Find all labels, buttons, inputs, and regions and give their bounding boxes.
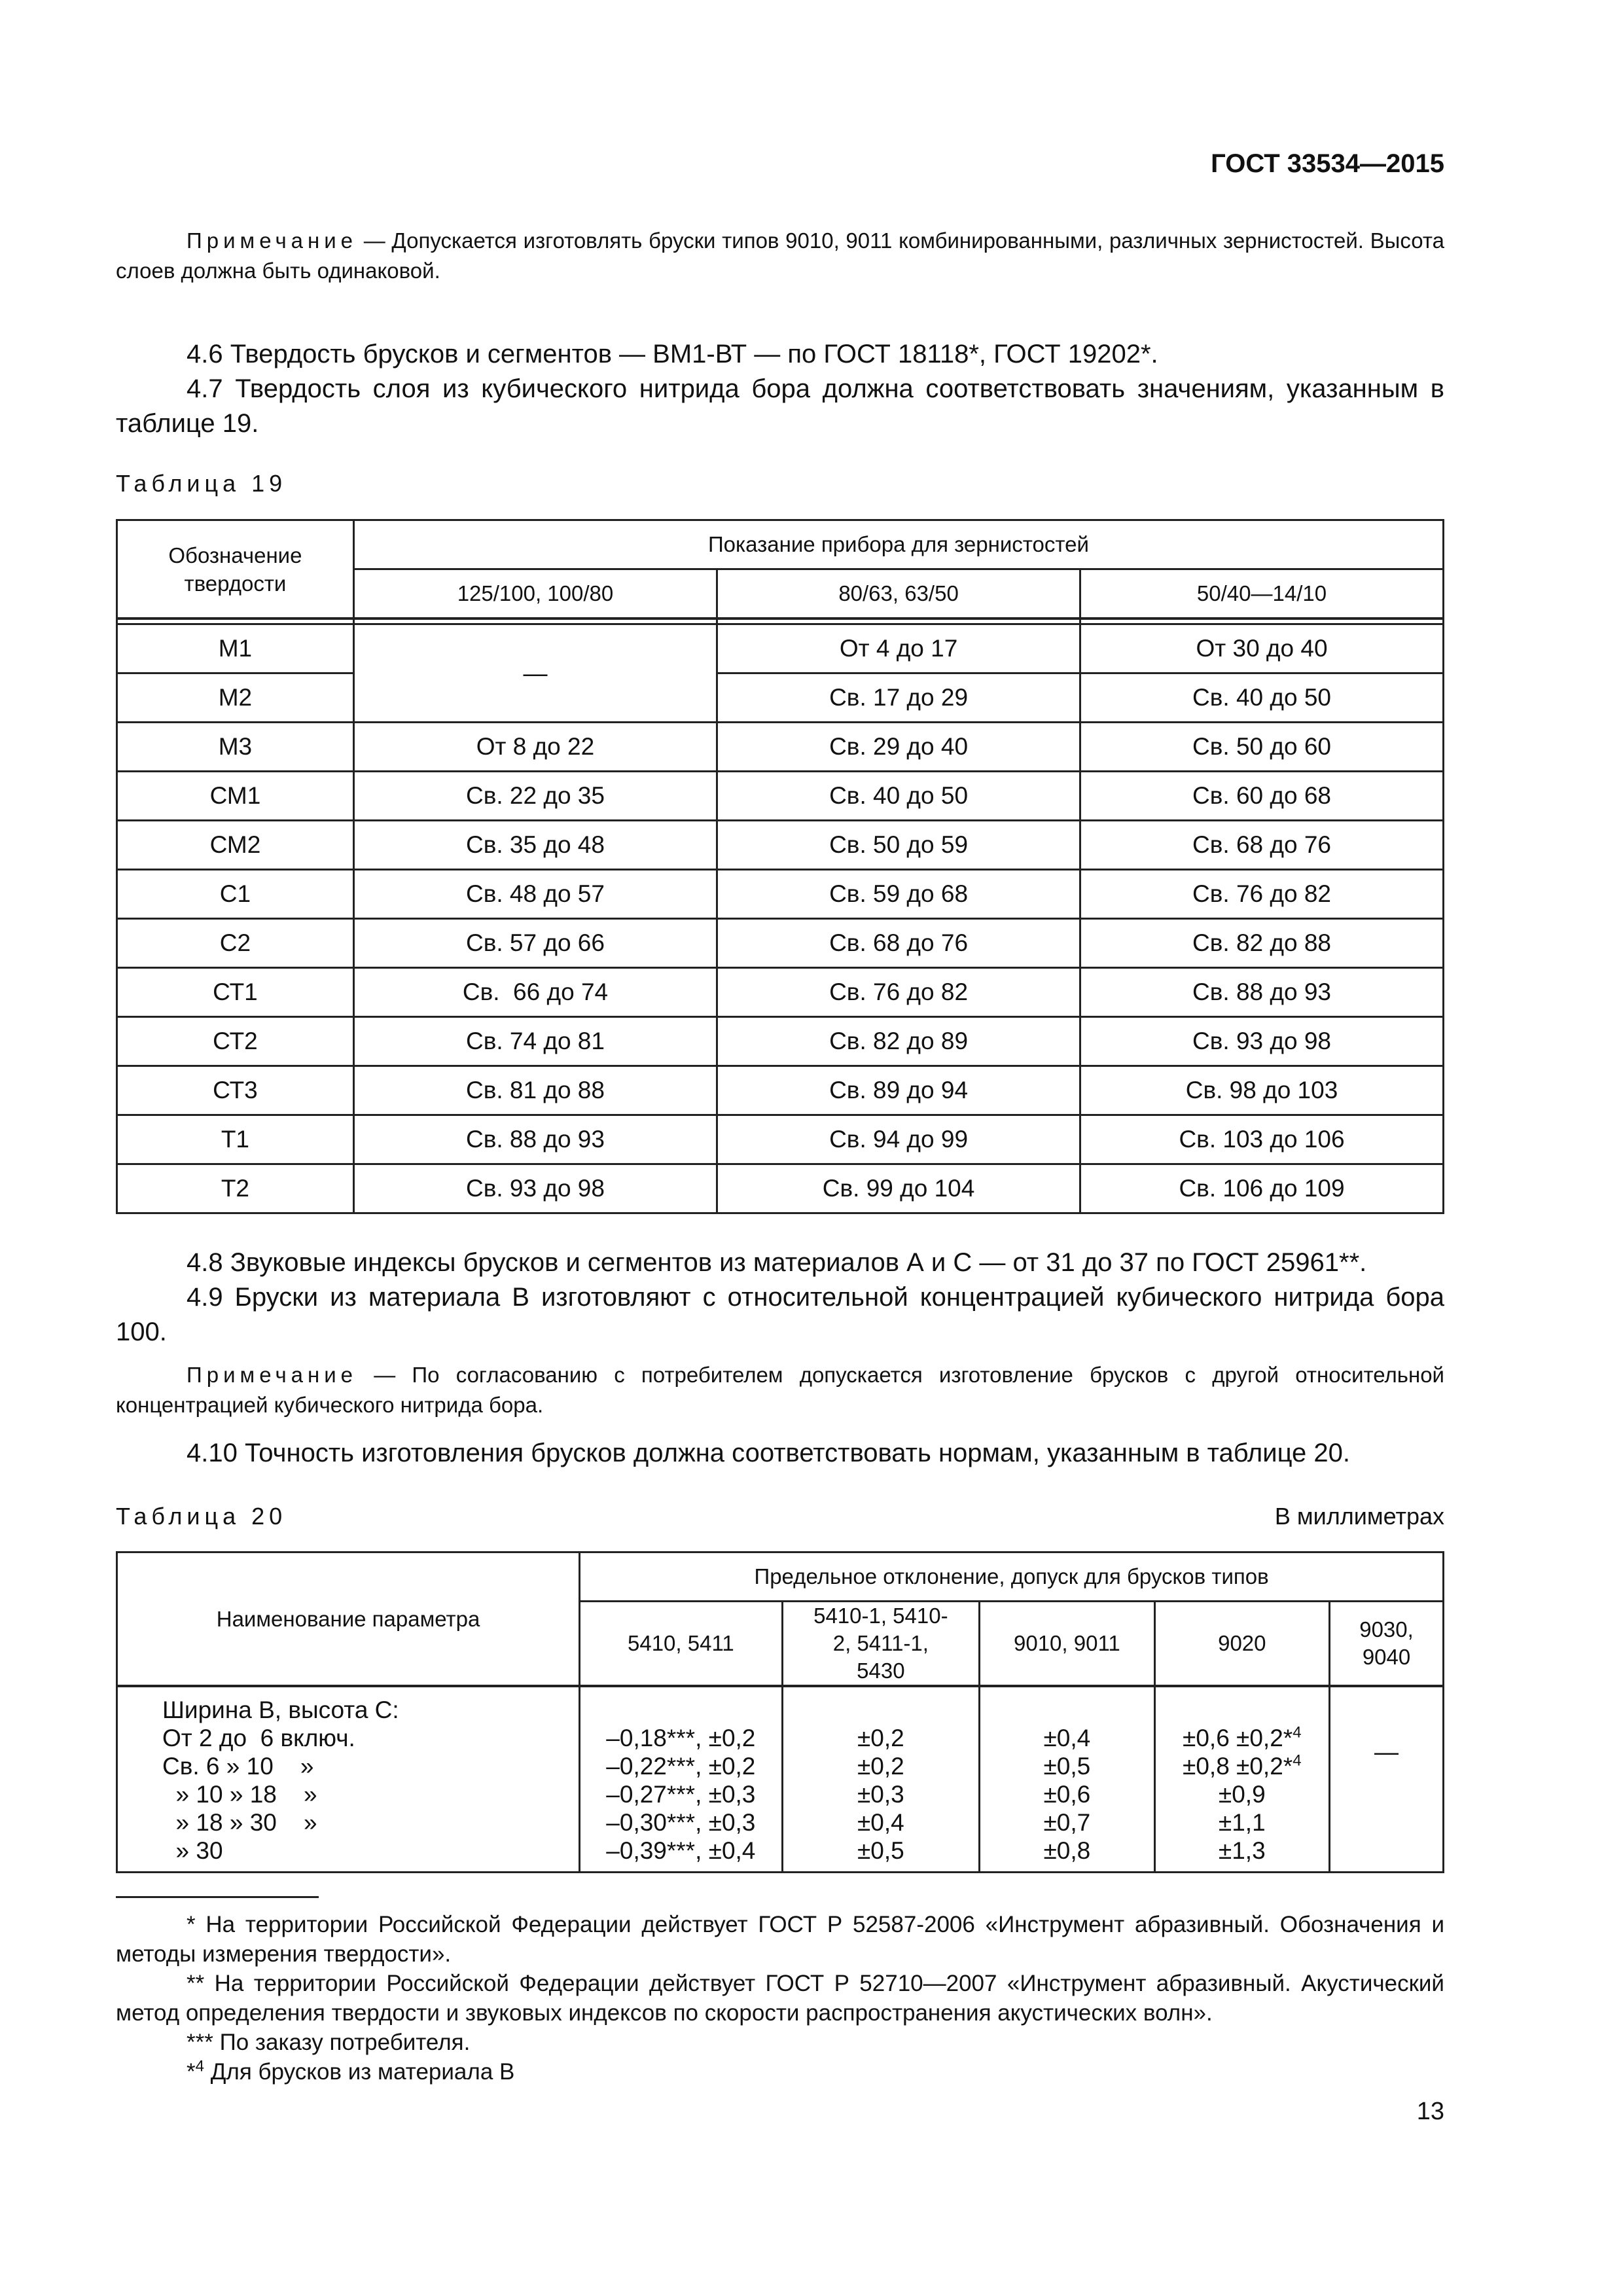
footnote-2: ** На территории Российской Федерации действует ГОСТ Р 52710—2007 «Инструмент абразивный. Акустический метод определения твердости и звуковых индексов по скорости распространения акустических волн». — [116, 1971, 1444, 2026]
value: ±0,5 — [1043, 1753, 1091, 1780]
cell: Св. 29 до 40 — [717, 723, 1080, 772]
cell: Св. 93 до 98 — [353, 1164, 717, 1213]
table-row — [117, 870, 1444, 919]
table-20-caption: Таблица 20 — [116, 1503, 287, 1530]
cell: Св. 22 до 35 — [353, 772, 717, 821]
table-20-group-header: Предельное отклонение, допуск для брусков типов — [580, 1552, 1444, 1602]
cell: Св. 74 до 81 — [353, 1017, 717, 1066]
param-line: От 2 до 6 включ. — [162, 1725, 355, 1751]
value: — — [1374, 1738, 1399, 1765]
cell: Св. 81 до 88 — [353, 1066, 717, 1115]
table-row — [117, 1115, 1444, 1164]
cell: СТ2 — [117, 1017, 354, 1066]
table-row — [117, 1164, 1444, 1213]
table-20-col0-header: Наименование параметра — [117, 1552, 580, 1687]
cell: Св. 93 до 98 — [1080, 1017, 1444, 1066]
param-cell — [117, 1691, 580, 1873]
value: ±0,9 — [1218, 1781, 1266, 1808]
note-2 — [116, 1360, 1444, 1420]
cell: СТ1 — [117, 968, 354, 1017]
standard-number: ГОСТ 33534—2015 — [1211, 149, 1444, 178]
footnote-separator — [116, 1896, 319, 1898]
cell: Св. 94 до 99 — [717, 1115, 1080, 1164]
cell: СМ2 — [117, 821, 354, 870]
cell: Св. 106 до 109 — [1080, 1164, 1444, 1213]
value: –0,30***, ±0,3 — [606, 1809, 756, 1836]
table-20 — [116, 1551, 1444, 1873]
cell: Св. 35 до 48 — [353, 821, 717, 870]
value: ±1,1 — [1218, 1809, 1266, 1836]
cell: Св. 66 до 74 — [353, 968, 717, 1017]
table-19-col1-header: 125/100, 100/80 — [353, 569, 717, 619]
value: ±0,6 ±0,2*$^4$ — [1183, 1723, 1302, 1751]
cell: Т1 — [117, 1115, 354, 1164]
cell: От 8 до 22 — [353, 723, 717, 772]
table-row — [117, 1017, 1444, 1066]
value: ±1,3 — [1218, 1837, 1266, 1864]
cell: Св. 68 до 76 — [1080, 821, 1444, 870]
table-row — [117, 919, 1444, 968]
table-19-group-header: Показание прибора для зернистостей — [353, 520, 1443, 569]
footnote-3: *** По заказу потребителя. — [187, 2030, 471, 2055]
value: ±0,6 — [1043, 1781, 1091, 1808]
col-5410 — [580, 1691, 782, 1873]
table-row — [117, 624, 1444, 673]
cell: Св. 40 до 50 — [1080, 673, 1444, 723]
table-19-col3-header: 50/40—14/10 — [1080, 569, 1444, 619]
cell: Св. 59 до 68 — [717, 870, 1080, 919]
cell: Св. 82 до 88 — [1080, 919, 1444, 968]
cell: С2 — [117, 919, 354, 968]
value: –0,22***, ±0,2 — [606, 1753, 756, 1780]
cell: Св. 48 до 57 — [353, 870, 717, 919]
cell: Св. 68 до 76 — [717, 919, 1080, 968]
cell: Св. 89 до 94 — [717, 1066, 1080, 1115]
value: ±0,5 — [857, 1837, 904, 1864]
note-label: Примечание — [187, 228, 358, 253]
param-line: » 18 » 30 » — [162, 1809, 317, 1836]
value: ±0,2 — [857, 1725, 904, 1751]
note-label: Примечание — [187, 1363, 358, 1387]
cell: СТ3 — [117, 1066, 354, 1115]
cell: Св. 50 до 60 — [1080, 723, 1444, 772]
param-line: » 10 » 18 » — [162, 1781, 317, 1808]
value: ±0,4 — [857, 1809, 904, 1836]
table-19-col2-header: 80/63, 63/50 — [717, 569, 1080, 619]
value: ±0,4 — [1043, 1725, 1091, 1751]
table-row — [117, 673, 1444, 723]
paragraph-4-6: 4.6 Твердость брусков и сегментов — ВМ1-ВТ — по ГОСТ 18118*, ГОСТ 19202*. — [187, 340, 1158, 368]
value: ±0,3 — [857, 1781, 904, 1808]
param-line: » 30 — [162, 1837, 223, 1864]
cell: Св. 40 до 50 — [717, 772, 1080, 821]
cell: Св. 76 до 82 — [1080, 870, 1444, 919]
note-1 — [116, 226, 1444, 286]
cell: От 4 до 17 — [717, 624, 1080, 673]
table-row — [117, 1691, 1444, 1873]
table-20-col3-header: 9010, 9011 — [980, 1602, 1154, 1687]
table-row — [117, 968, 1444, 1017]
table-19-caption: Таблица 19 — [116, 470, 287, 497]
value: –0,39***, ±0,4 — [606, 1837, 756, 1864]
note-text: — По согласованию с потребителем допускается изготовление брусков с другой относительной концентрацией кубического нитрида бора. — [116, 1363, 1444, 1417]
cell: Св. 76 до 82 — [717, 968, 1080, 1017]
value: –0,18***, ±0,2 — [606, 1725, 756, 1751]
cell: М1 — [117, 624, 354, 673]
paragraph-4-9: 4.9 Бруски из материала В изготовляют с относительной концентрацией кубического нитрида бора 100. — [116, 1283, 1444, 1346]
table-19-col0-header: Обозначение твердости — [117, 520, 354, 619]
footnote-4: *$^4$ Для брусков из материала В — [187, 2057, 515, 2085]
value: ±0,8 ±0,2*$^4$ — [1183, 1751, 1302, 1780]
table-19 — [116, 519, 1444, 1214]
cell: Св. 88 до 93 — [353, 1115, 717, 1164]
table-row — [117, 772, 1444, 821]
table-20-col5-header: 9030, 9040 — [1330, 1602, 1444, 1687]
cell: Св. 98 до 103 — [1080, 1066, 1444, 1115]
cell: М3 — [117, 723, 354, 772]
cell: Т2 — [117, 1164, 354, 1213]
cell: Св. 17 до 29 — [717, 673, 1080, 723]
cell: От 30 до 40 — [1080, 624, 1444, 673]
footnote-1: * На территории Российской Федерации действует ГОСТ Р 52587-2006 «Инструмент абразивный. Обозначения и методы измерения твердости». — [116, 1912, 1444, 1967]
cell: Св. 88 до 93 — [1080, 968, 1444, 1017]
col-9030 — [1330, 1691, 1444, 1873]
cell: Св. 82 до 89 — [717, 1017, 1080, 1066]
table-19-header-row — [117, 520, 1444, 569]
param-line: Св. 6 » 10 » — [162, 1753, 314, 1780]
value: ±0,2 — [857, 1753, 904, 1780]
cell: Св. 57 до 66 — [353, 919, 717, 968]
param-line: Ширина B, высота C: — [162, 1696, 399, 1723]
page-number: 13 — [1416, 2098, 1444, 2125]
cell-dash: — — [353, 624, 717, 723]
table-20-col2-header: 5410-1, 5410-2, 5411-1, 5430 — [782, 1602, 980, 1687]
cell: М2 — [117, 673, 354, 723]
cell: С1 — [117, 870, 354, 919]
table-20-col4-header: 9020 — [1154, 1602, 1329, 1687]
table-row — [117, 1066, 1444, 1115]
col-9010 — [980, 1691, 1154, 1873]
cell: Св. 99 до 104 — [717, 1164, 1080, 1213]
value: –0,27***, ±0,3 — [606, 1781, 756, 1808]
col-9020 — [1154, 1691, 1329, 1873]
paragraph-4-7: 4.7 Твердость слоя из кубического нитрида бора должна соответствовать значениям, указанным в таблице 19. — [116, 374, 1444, 438]
note-text: — Допускается изготовлять бруски типов 9010, 9011 комбинированными, различных зернистостей. Высота слоев должна быть одинаковой. — [116, 228, 1444, 283]
table-20-units: В миллиметрах — [1274, 1503, 1444, 1530]
col-5410-1 — [782, 1691, 980, 1873]
cell: СМ1 — [117, 772, 354, 821]
table-20-header-row — [117, 1552, 1444, 1602]
paragraph-4-10: 4.10 Точность изготовления брусков должна соответствовать нормам, указанным в таблице 20. — [187, 1439, 1351, 1467]
cell: Св. 50 до 59 — [717, 821, 1080, 870]
value: ±0,8 — [1043, 1837, 1091, 1864]
table-row — [117, 723, 1444, 772]
document-page — [116, 0, 1444, 2296]
table-20-col1-header: 5410, 5411 — [580, 1602, 782, 1687]
cell: Св. 103 до 106 — [1080, 1115, 1444, 1164]
cell: Св. 60 до 68 — [1080, 772, 1444, 821]
value: ±0,7 — [1043, 1809, 1091, 1836]
paragraph-4-8: 4.8 Звуковые индексы брусков и сегментов из материалов А и С — от 31 до 37 по ГОСТ 25961**. — [187, 1248, 1367, 1277]
table-row — [117, 821, 1444, 870]
